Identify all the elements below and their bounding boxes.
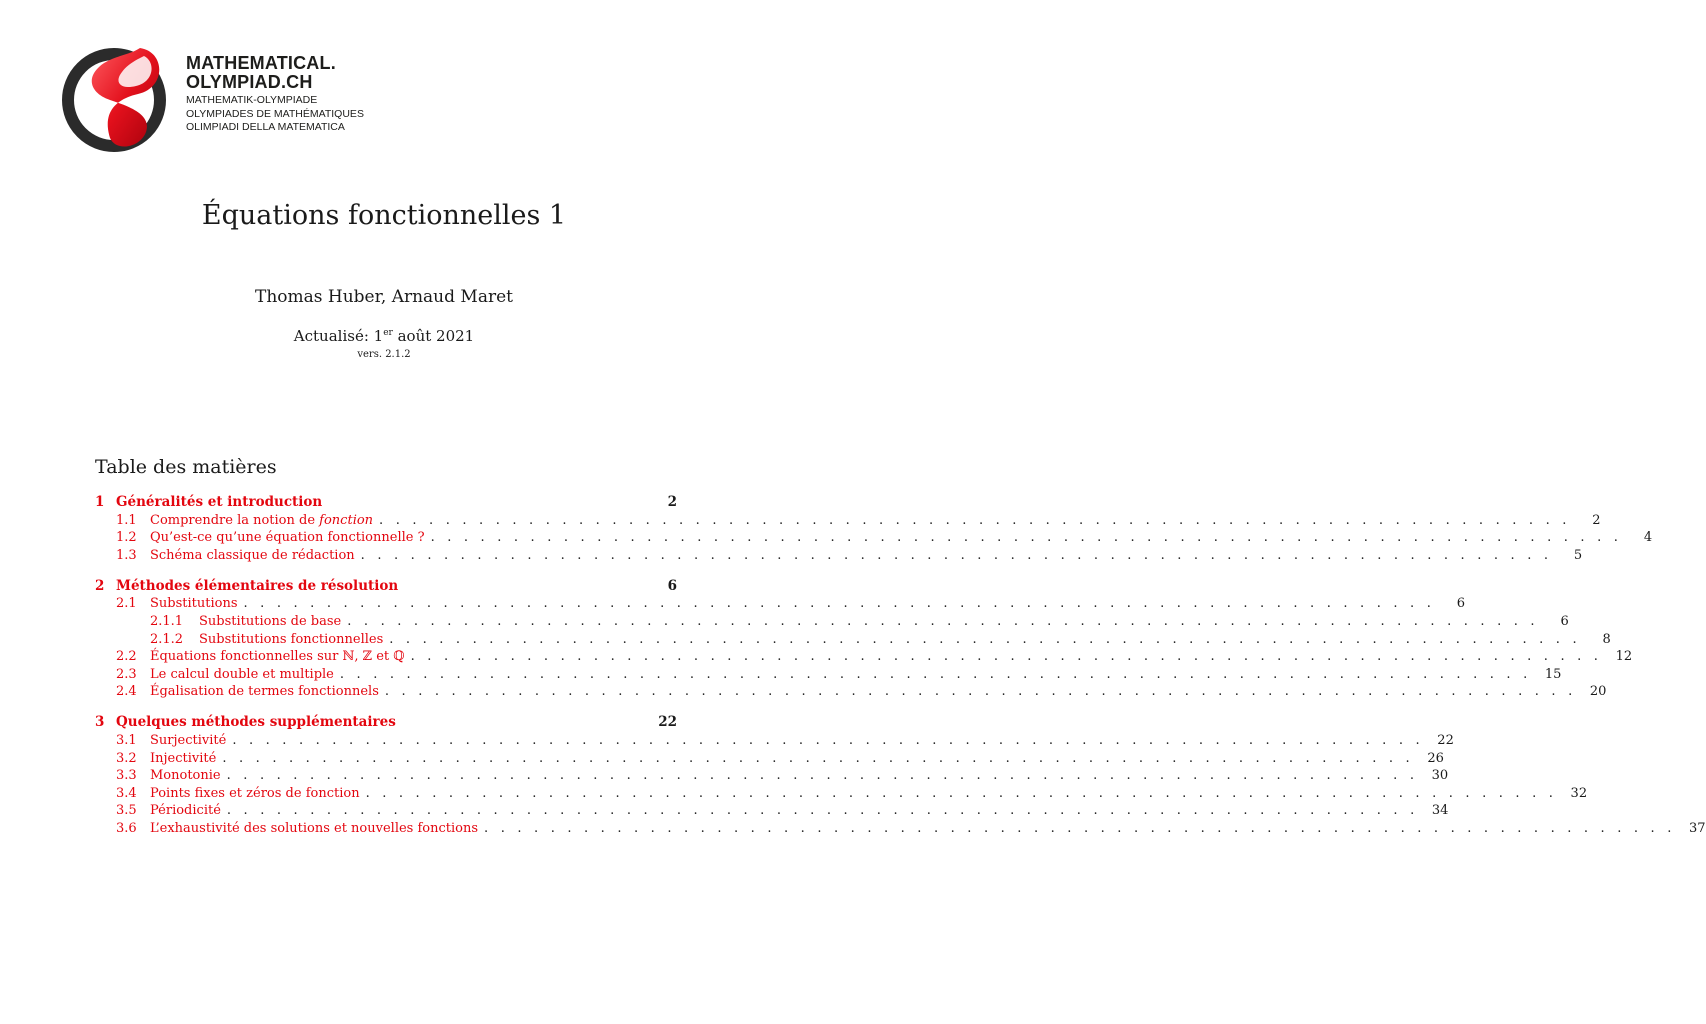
toc-page: 37 <box>1689 820 1706 836</box>
toc-page: 22 <box>1437 732 1454 748</box>
toc-entry-2-4[interactable] <box>95 682 1607 700</box>
toc-entry-3-6[interactable] <box>95 818 1706 836</box>
toc-entry-2-3[interactable] <box>95 664 1562 682</box>
toc-leader-dots: . . . . . . . . . . . . . . . . . . . . . . . . . . . . . . . . . . . . . . . . . . . . . . . . . . . . . . . . . . . . . . . . . . . . . . . . <box>389 631 1581 647</box>
toc-entry-2-2[interactable] <box>95 647 1633 665</box>
org-name-block <box>186 54 364 135</box>
toc-entry-3-1[interactable] <box>95 730 1454 748</box>
toc-page: 6 <box>1456 596 1466 612</box>
toc-page: 26 <box>1427 750 1444 766</box>
toc-leader-dots: . . . . . . . . . . . . . . . . . . . . . . . . . . . . . . . . . . . . . . . . . . . . . . . . . . . . . . . . . . . . . . . . . . . . . . . . <box>222 750 1414 766</box>
toc-entry-2-1-1[interactable] <box>95 611 1569 629</box>
toc-page: 22 <box>658 714 677 731</box>
toc-label[interactable]: Quelques méthodes supplémentaires <box>116 714 396 731</box>
toc-page: 12 <box>1615 649 1633 665</box>
toc-page: 20 <box>1589 684 1607 700</box>
org-sub2: OLYMPIADES DE MATHÉMATIQUES <box>186 107 364 120</box>
toc-leader-dots: . . . . . . . . . . . . . . . . . . . . . . . . . . . . . . . . . . . . . . . . . . . . . . . . . . . . . . . . . . . . . . . . . . . . . . . . <box>430 530 1623 546</box>
toc-page: 5 <box>1573 547 1583 563</box>
toc-leader-dots: . . . . . . . . . . . . . . . . . . . . . . . . . . . . . . . . . . . . . . . . . . . . . . . . . . . . . . . . . . . . . . . . . . . . . . . . <box>226 803 1419 819</box>
toc-label[interactable]: Comprendre la notion de fonction <box>150 512 374 528</box>
toc-number: 2 <box>95 577 105 594</box>
toc-leader-dots: . . . . . . . . . . . . . . . . . . . . . . . . . . . . . . . . . . . . . . . . . . . . . . . . . . . . . . . . . . . . . . . . . . . . . . . . <box>347 613 1539 629</box>
date-superscript: er <box>383 328 393 338</box>
toc-label[interactable]: Généralités et introduction <box>116 494 323 510</box>
table-of-contents <box>95 492 1706 836</box>
toc-label[interactable]: Points fixes et zéros de fonction <box>150 785 360 801</box>
toc-leader-dots: . . . . . . . . . . . . . . . . . . . . . . . . . . . . . . . . . . . . . . . . . . . . . . . . . . . . . . . . . . . . . . . . . . . . . . . . <box>226 768 1419 784</box>
toc-entry-2[interactable] <box>95 576 677 594</box>
toc-leader-dots: . . . . . . . . . . . . . . . . . . . . . . . . . . . . . . . . . . . . . . . . . . . . . . . . . . . . . . . . . . . . . . . . . . . . . . . . <box>339 666 1532 682</box>
toc-entry-3-4[interactable] <box>95 783 1588 801</box>
toc-number: 1 <box>95 494 105 510</box>
org-sub3: OLIMPIADI DELLA MATEMATICA <box>186 121 345 133</box>
toc-number: 2.4 <box>116 684 137 700</box>
toc-label[interactable]: Substitutions <box>150 596 238 612</box>
toc-number: 3.5 <box>116 803 137 819</box>
toc-leader-dots: . . . . . . . . . . . . . . . . . . . . . . . . . . . . . . . . . . . . . . . . . . . . . . . . . . . . . . . . . . . . . . . . . . . . . . . . <box>360 547 1553 563</box>
date-suffix: août 2021 <box>392 327 475 345</box>
date-prefix: Actualisé: 1 <box>293 327 384 345</box>
olympiad-logo-icon <box>58 42 178 154</box>
toc-label[interactable]: Substitutions fonctionnelles <box>199 631 384 647</box>
toc-leader-dots: . . . . . . . . . . . . . . . . . . . . . . . . . . . . . . . . . . . . . . . . . . . . . . . . . . . . . . . . . . . . . . . . . . . . . . . . <box>384 684 1577 700</box>
toc-page: 4 <box>1643 530 1653 546</box>
toc-entry-1-1[interactable] <box>95 510 1601 528</box>
toc-number: 2.1.2 <box>150 631 184 647</box>
toc-leader-dots: . . . . . . . . . . . . . . . . . . . . . . . . . . . . . . . . . . . . . . . . . . . . . . . . . . . . . . . . . . . . . . . . . . . . . . . . <box>410 649 1603 665</box>
toc-heading: Table des matières <box>95 456 277 478</box>
toc-label[interactable]: L’exhaustivité des solutions et nouvelles fonctions <box>150 820 479 836</box>
toc-label[interactable]: Périodicité <box>150 803 221 819</box>
toc-leader-dots: . . . . . . . . . . . . . . . . . . . . . . . . . . . . . . . . . . . . . . . . . . . . . . . . . . . . . . . . . . . . . . . . . . . . . . . . <box>365 785 1558 801</box>
toc-number: 3.3 <box>116 768 137 784</box>
toc-leader-dots: . . . . . . . . . . . . . . . . . . . . . . . . . . . . . . . . . . . . . . . . . . . . . . . . . . . . . . . . . . . . . . . . . . . . . . . . <box>243 596 1436 612</box>
toc-label[interactable]: Méthodes élémentaires de résolution <box>116 577 399 594</box>
toc-page: 30 <box>1431 768 1449 784</box>
toc-number: 3.1 <box>116 732 137 748</box>
toc-entry-3-2[interactable] <box>95 748 1444 766</box>
toc-entry-1-2[interactable] <box>95 528 1653 546</box>
org-line2: OLYMPIAD.CH <box>186 72 313 92</box>
toc-label[interactable]: Le calcul double et multiple <box>150 666 334 682</box>
toc-number: 3.6 <box>116 820 137 836</box>
toc-entry-3-5[interactable] <box>95 801 1449 819</box>
toc-entry-1[interactable] <box>95 492 677 510</box>
toc-entry-3-3[interactable] <box>95 766 1449 784</box>
toc-page: 34 <box>1431 803 1449 819</box>
toc-leader-dots: . . . . . . . . . . . . . . . . . . . . . . . . . . . . . . . . . . . . . . . . . . . . . . . . . . . . . . . . . . . . . . . . . . . . . . . . <box>379 512 1571 528</box>
toc-page: 32 <box>1570 785 1588 801</box>
toc-number: 2.1 <box>116 596 137 612</box>
toc-page: 8 <box>1602 631 1611 647</box>
toc-label[interactable]: Monotonie <box>150 768 221 784</box>
document-title: Équations fonctionnelles 1 <box>201 200 567 231</box>
toc-entry-3[interactable] <box>95 712 677 730</box>
toc-page: 2 <box>1592 512 1601 528</box>
toc-leader-dots: . . . . . . . . . . . . . . . . . . . . . . . . . . . . . . . . . . . . . . . . . . . . . . . . . . . . . . . . . . . . . . . . . . . . . . . . <box>484 820 1676 836</box>
toc-label[interactable]: Équations fonctionnelles sur ℕ, ℤ et ℚ <box>150 649 405 665</box>
toc-number: 3 <box>95 714 105 731</box>
toc-leader-dots: . . . . . . . . . . . . . . . . . . . . . . . . . . . . . . . . . . . . . . . . . . . . . . . . . . . . . . . . . . . . . . . . . . . . . . . . <box>232 732 1424 748</box>
document-version: vers. 2.1.2 <box>357 349 411 360</box>
toc-number: 2.2 <box>116 649 137 665</box>
toc-page: 6 <box>1560 613 1569 629</box>
toc-page: 15 <box>1544 666 1562 682</box>
document-date <box>0 327 768 345</box>
toc-entry-2-1-2[interactable] <box>95 629 1611 647</box>
toc-number: 1.2 <box>116 530 137 546</box>
toc-number: 3.2 <box>116 750 137 766</box>
org-sub1: MATHEMATIK-OLYMPIADE <box>186 94 318 106</box>
toc-number: 3.4 <box>116 785 137 801</box>
document-authors: Thomas Huber, Arnaud Maret <box>255 287 513 307</box>
toc-label[interactable]: Surjectivité <box>150 732 227 748</box>
toc-entry-1-3[interactable] <box>95 545 1583 563</box>
toc-number: 1.1 <box>116 512 137 528</box>
toc-label[interactable]: Substitutions de base <box>199 613 342 629</box>
toc-number: 2.3 <box>116 666 137 682</box>
toc-label[interactable]: Injectivité <box>150 750 217 766</box>
toc-number: 1.3 <box>116 547 137 563</box>
toc-label[interactable]: Qu’est-ce qu’une équation fonctionnelle ? <box>150 530 425 546</box>
toc-label[interactable]: Égalisation de termes fonctionnels <box>150 684 379 700</box>
org-line1: MATHEMATICAL. <box>186 53 336 73</box>
toc-page: 2 <box>667 494 677 510</box>
toc-entry-2-1[interactable] <box>95 594 1466 612</box>
toc-label[interactable]: Schéma classique de rédaction <box>150 547 355 563</box>
toc-page: 6 <box>667 577 677 594</box>
toc-number: 2.1.1 <box>150 613 184 629</box>
